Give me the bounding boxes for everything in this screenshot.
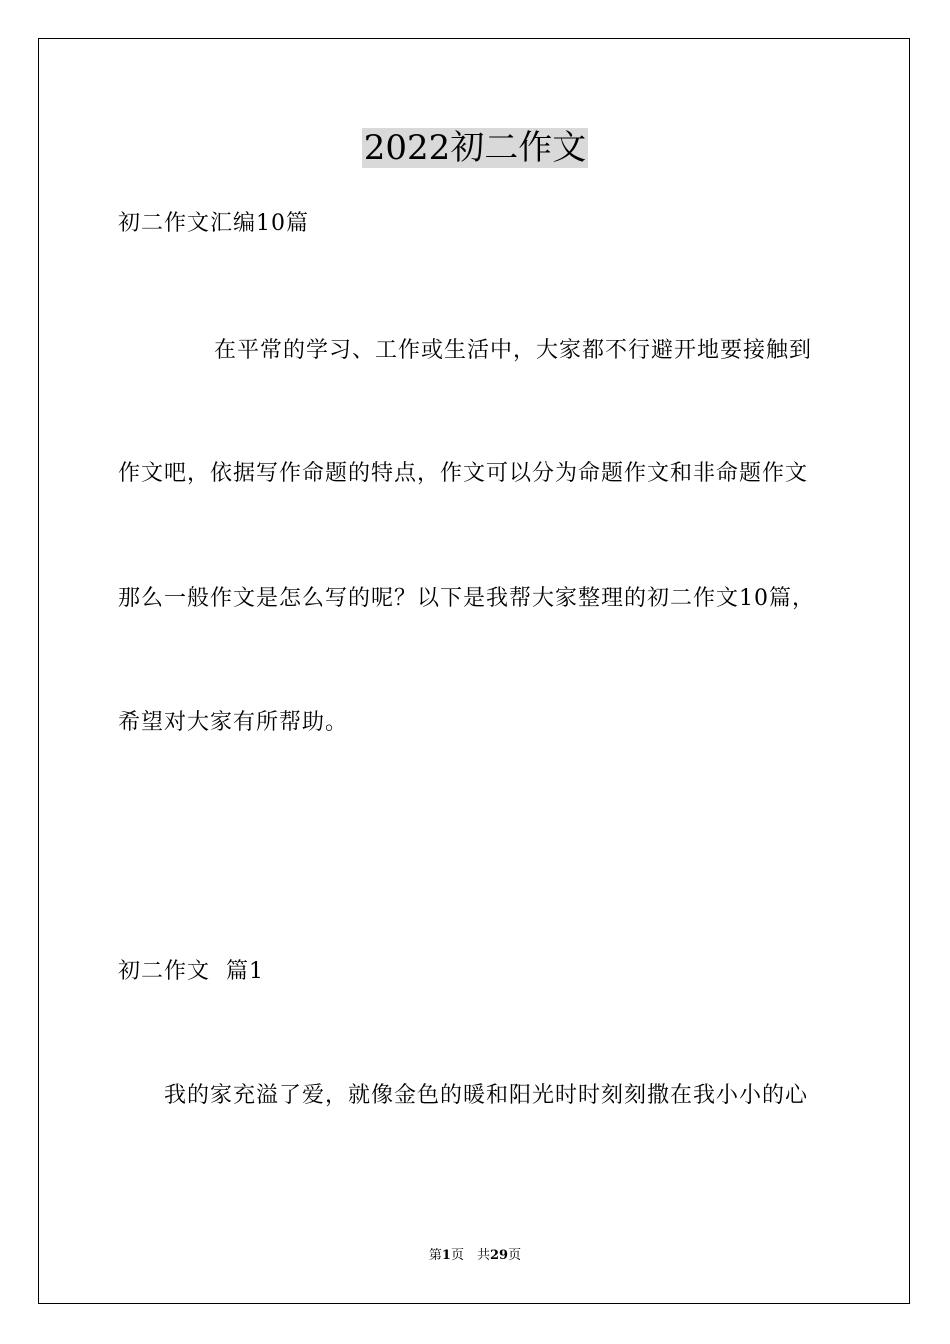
- footer-suffix: 页: [508, 1248, 522, 1263]
- document-title-text: 2022初二作文: [363, 128, 587, 168]
- footer-total-pages: 29: [489, 1248, 509, 1263]
- intro-line-1: 在平常的学习、工作或生活中，大家都不行避开地要接触到: [214, 338, 813, 363]
- section-heading: 初二作文 篇1: [118, 959, 264, 984]
- footer-prefix: 第: [428, 1248, 442, 1263]
- document-title: [0, 128, 950, 168]
- document-subtitle: 初二作文汇编10篇: [118, 211, 309, 236]
- section-first-line: 我的家充溢了爱，就像金色的暖和阳光时时刻刻撒在我小小的心: [164, 1083, 809, 1108]
- footer-mid: 页 共: [450, 1248, 490, 1263]
- footer-page-number: 1: [441, 1248, 451, 1263]
- intro-line-2: 作文吧，依据写作命题的特点，作文可以分为命题作文和非命题作文: [118, 461, 809, 486]
- intro-line-4: 希望对大家有所帮助。: [118, 710, 349, 735]
- intro-line-3: 那么一般作文是怎么写的呢？以下是我帮大家整理的初二作文10篇，: [118, 586, 815, 611]
- page-footer: [0, 1247, 950, 1265]
